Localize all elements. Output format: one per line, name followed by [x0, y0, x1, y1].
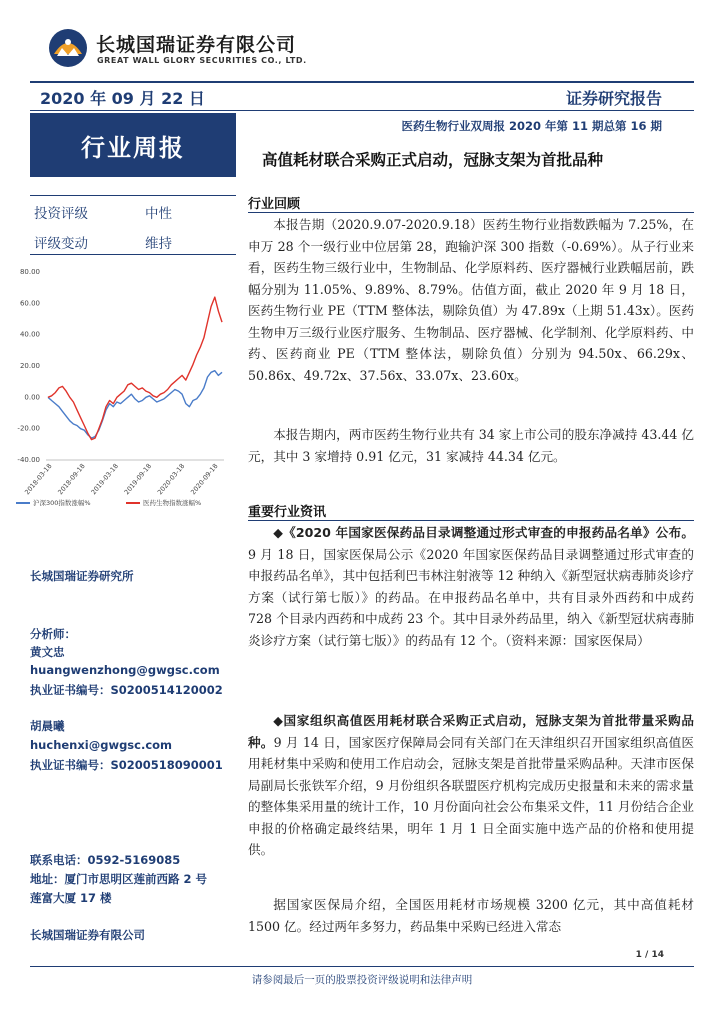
section-title: 行业回顾: [248, 197, 301, 212]
y-tick-label: -20.00: [17, 424, 40, 433]
rating-row-investment: [30, 196, 236, 226]
y-tick-label: -40.00: [17, 456, 40, 464]
x-tick-label: 2018-09-18: [56, 462, 87, 497]
header-rule: [30, 81, 694, 83]
legend-label: 沪深300指数涨幅%: [33, 499, 91, 507]
x-tick-label: 2019-03-18: [89, 462, 120, 497]
analyst-cert: 执业证书编号：S0200514120002: [30, 683, 223, 697]
report-headline: 高值耗材联合采购正式启动，冠脉支架为首批品种: [262, 151, 604, 169]
y-tick-label: 80.00: [19, 268, 40, 276]
y-tick-label: 0.00: [24, 393, 40, 402]
news-item: [248, 522, 694, 651]
disclaimer: 请参阅最后一页的股票投资评级说明和法律声明: [251, 974, 473, 986]
rating-row-change: [30, 226, 236, 256]
analyst-cert: 执业证书编号：S0200518090001: [30, 758, 223, 772]
report-type: 证券研究报告: [565, 89, 662, 108]
paragraph: 据国家医保局介绍，全国医用耗材市场规模 3200 亿元，其中高值耗材 1500 亿。经过两年多努力，药品集中采购已经进入常态: [248, 897, 694, 934]
rating-label: 评级变动: [34, 236, 88, 252]
analyst-name: 胡晨曦: [30, 719, 65, 733]
legend-item-csi300: [16, 498, 91, 507]
contact-phone: 联系电话：0592-5169085: [30, 853, 181, 867]
news-headline: ◆国家组织高值医用耗材联合采购正式启动，冠脉支架为首批带量采购品种。: [248, 713, 694, 750]
y-tick-label: 60.00: [19, 299, 40, 308]
paragraph: 本报告期内，两市医药生物行业共有 34 家上市公司的股东净减持 43.44 亿元，其中 3 家增持 0.91 亿元，31 家减持 44.34 亿元。: [248, 427, 694, 464]
x-tick-label: 2020-03-18: [155, 462, 187, 497]
header-rule-thin: [30, 110, 694, 111]
index-performance-chart: [6, 262, 236, 512]
contact-address: 莲富大厦 17 楼: [30, 891, 112, 905]
institute-name: 长城国瑞证券研究所: [30, 569, 134, 583]
analyst-label: 分析师：: [30, 627, 76, 641]
legend-swatch: [16, 502, 30, 504]
news-text: 9 月 14 日，国家医疗保障局会同有关部门在天津组织召开国家组织高值医用耗材集中采购和使用工作启动会，冠脉支架是首批带量采购品种。天津市医保局副局长张铁军介绍，9 月份组织各联盟医疗机构完成历史报量和未来的需求量的整体集采用量的统计工作，10 月份面向社会公布集采文件，11 月份结合企业申报的价格确定最终结果，明年 1 月 1 日全面实施中选产品的价格和使用提供。: [248, 734, 694, 857]
page-number: 1 / 14: [635, 950, 664, 960]
section-rule: [248, 212, 694, 213]
news-item: [248, 710, 694, 861]
legend-label: 医药生物指数涨幅%: [143, 499, 202, 507]
y-tick-label: 20.00: [19, 362, 40, 370]
x-tick-label: 2018-03-18: [23, 462, 54, 497]
x-tick-label: 2020-09-18: [189, 462, 220, 497]
footer-rule: [30, 966, 694, 967]
legend-item-pharma: [126, 498, 201, 507]
company-logo: [48, 28, 88, 68]
x-tick-label: 2019-09-18: [122, 462, 154, 497]
rating-value: 中性: [145, 206, 172, 222]
rating-box: [30, 195, 236, 255]
section-title: 重要行业资讯: [248, 505, 327, 520]
analyst-email[interactable]: huchenxi@gwgsc.com: [30, 738, 173, 752]
analyst-name: 黄文忠: [30, 645, 65, 659]
analyst-email[interactable]: huangwenzhong@gwgsc.com: [30, 663, 220, 677]
contact-address: 地址：厦门市思明区莲前西路 2 号: [30, 872, 208, 886]
news-headline: ◆《2020 年国家医保药品目录调整通过形式审查的申报药品名单》公布。: [273, 525, 694, 540]
y-tick-label: 40.00: [19, 330, 40, 339]
company-footer-name: 长城国瑞证券有限公司: [30, 928, 145, 942]
series-line: [48, 297, 222, 440]
rating-value: 维持: [145, 236, 172, 252]
news-text: 9 月 18 日，国家医保局公示《2020 年国家医保药品目录调整通过形式审查的申报药品名单》，其中包括利巴韦林注射液等 12 种纳入《新型冠状病毒肺炎诊疗方案（试行第七版）》的药品。在申报药品名单中，共有目录外西药和中成药 728 个目录内西药和中成药 23 个。其中目录外药品里，纳入《新型冠状病毒肺炎诊疗方案（试行第七版）》的药品有 12 个。（资料来源：国家医保局）: [248, 546, 694, 648]
legend-swatch: [126, 502, 140, 504]
report-series: 医药生物行业双周报 2020 年第 11 期总第 16 期: [401, 119, 662, 133]
company-name-en: GREAT WALL GLORY SECURITIES CO., LTD.: [97, 56, 307, 65]
company-name-cn: 长城国瑞证券有限公司: [96, 34, 297, 56]
report-date: 2020 年 09 月 22 日: [40, 89, 205, 108]
section-rule: [248, 520, 694, 521]
report-banner: 行业周报: [30, 113, 236, 177]
rating-label: 投资评级: [34, 206, 88, 222]
paragraph: 本报告期（2020.9.07-2020.9.18）医药生物行业指数跌幅为 7.25%，在申万 28 个一级行业中位居第 28，跑输沪深 300 指数（-0.69%）。从子行业来看，医药生物三级行业中，生物制品、化学原料药、医疗器械行业跌幅居前，跌幅分别为 11.05%、9.89%、8.79%。估值方面，截止 2020 年 9 月 18 日，医药生物行业 PE（TTM 整体法，剔除负值）为 47.89x（上期 51.43x）。医药生物申万三级行业医疗服务、生物制品、医疗器械、化学制剂、化学原料药、中药、医药商业 PE（TTM 整体法，剔除负值）分别为 94.50x、66.29x、50.86x、49.72x、37.56x、33.07x、23.60x。: [248, 217, 694, 383]
